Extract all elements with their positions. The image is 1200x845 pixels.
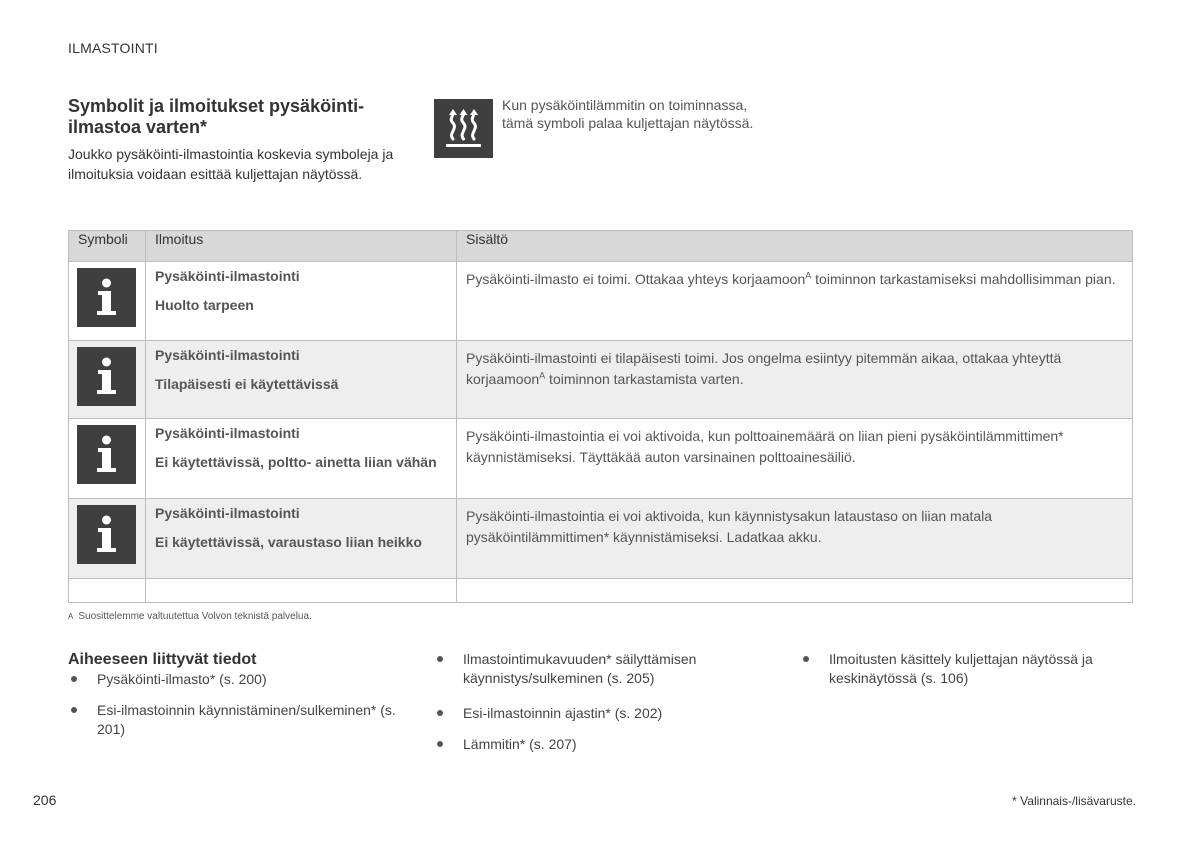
message-title: Pysäköinti-ilmastointi xyxy=(155,425,300,441)
related-link[interactable]: Esi-ilmastoinnin käynnistäminen/sulkeminen* (s. 201) xyxy=(68,701,418,739)
related-link[interactable]: Lämmitin* (s. 207) xyxy=(434,735,764,754)
content-cell: Pysäköinti-ilmastointia ei voi aktivoida, kun polttoainemäärä on liian pieni pysäköintilämmittimen* käynnistämiseksi. Täyttäkää auton varsinainen polttoainesäiliö. xyxy=(457,419,1133,499)
footnote-text: Suosittelemme valtuutettua Volvon teknistä palvelua. xyxy=(78,611,312,622)
footnote-ref: A xyxy=(805,270,812,281)
message-subtitle: Huolto tarpeen xyxy=(155,297,254,313)
page-number: 206 xyxy=(33,792,57,808)
message-subtitle: Ei käytettävissä, poltto- ainetta liian vähän xyxy=(155,454,437,470)
footnote-mark: A xyxy=(68,612,74,621)
page-title: Symbolit ja ilmoitukset pysäköinti-ilmastoa varten* xyxy=(68,96,365,137)
related-column-3 xyxy=(800,650,1120,704)
content-cell: Pysäköinti-ilmasto ei toimi. Ottakaa yhteys korjaamoon$^A$ toiminnon tarkastamiseksi mahdollisimman pian. xyxy=(457,262,1133,341)
footnote xyxy=(68,611,312,622)
related-title: Aiheeseen liittyvät tiedot xyxy=(68,651,257,668)
message-title: Pysäköinti-ilmastointi xyxy=(155,268,300,284)
symbols-table xyxy=(68,230,1133,603)
related-link[interactable]: Ilmastointimukavuuden* säilyttämisen käynnistys/sulkeminen (s. 205) xyxy=(434,650,764,688)
table-row-empty xyxy=(69,579,1133,603)
column-header-symbol: Symboli xyxy=(69,231,146,262)
related-link[interactable]: Ilmoitusten käsittely kuljettajan näytössä ja keskinäytössä (s. 106) xyxy=(800,650,1120,688)
related-column-1 xyxy=(68,670,418,751)
info-icon xyxy=(77,425,136,484)
table-row xyxy=(69,419,1133,499)
info-icon xyxy=(77,505,136,564)
message-subtitle: Ei käytettävissä, varaustaso liian heikko xyxy=(155,534,422,550)
section-header: ILMASTOINTI xyxy=(68,40,158,56)
column-header-message: Ilmoitus xyxy=(146,231,457,262)
related-column-2 xyxy=(434,650,764,770)
intro xyxy=(68,96,403,184)
table-header-row xyxy=(69,231,1133,262)
info-icon xyxy=(77,268,136,327)
heater-description: Kun pysäköintilämmitin on toiminnassa, tämä symboli palaa kuljettajan näytössä. xyxy=(502,97,754,131)
table-row xyxy=(69,341,1133,419)
table-row xyxy=(69,262,1133,341)
related-link[interactable]: Esi-ilmastoinnin ajastin* (s. 202) xyxy=(434,704,764,723)
table-row xyxy=(69,499,1133,579)
heater-icon xyxy=(434,99,493,158)
column-header-content: Sisältö xyxy=(457,231,1133,262)
message-title: Pysäköinti-ilmastointi xyxy=(155,505,300,521)
intro-text: Joukko pysäköinti-ilmastointia koskevia symboleja ja ilmoituksia voidaan esittää kuljettajan näytössä. xyxy=(68,146,394,182)
content-cell: Pysäköinti-ilmastointi ei tilapäisesti toimi. Jos ongelma esiintyy pitemmän aikaa, ottakaa yhteyttä korjaamoon$^A$ toiminnon tarkastamista varten. xyxy=(457,341,1133,419)
message-title: Pysäköinti-ilmastointi xyxy=(155,347,300,363)
related-link[interactable]: Pysäköinti-ilmasto* (s. 200) xyxy=(68,670,418,689)
content-cell: Pysäköinti-ilmastointia ei voi aktivoida, kun käynnistysakun lataustaso on liian matala pysäköintilämmittimen* käynnistämiseksi. Ladatkaa akku. xyxy=(457,499,1133,579)
info-icon xyxy=(77,347,136,406)
footnote-ref: A xyxy=(539,370,546,381)
related-info xyxy=(68,650,1138,752)
message-subtitle: Tilapäisesti ei käytettävissä xyxy=(155,376,339,392)
optional-equipment-note: * Valinnais-/lisävaruste. xyxy=(1012,794,1136,808)
